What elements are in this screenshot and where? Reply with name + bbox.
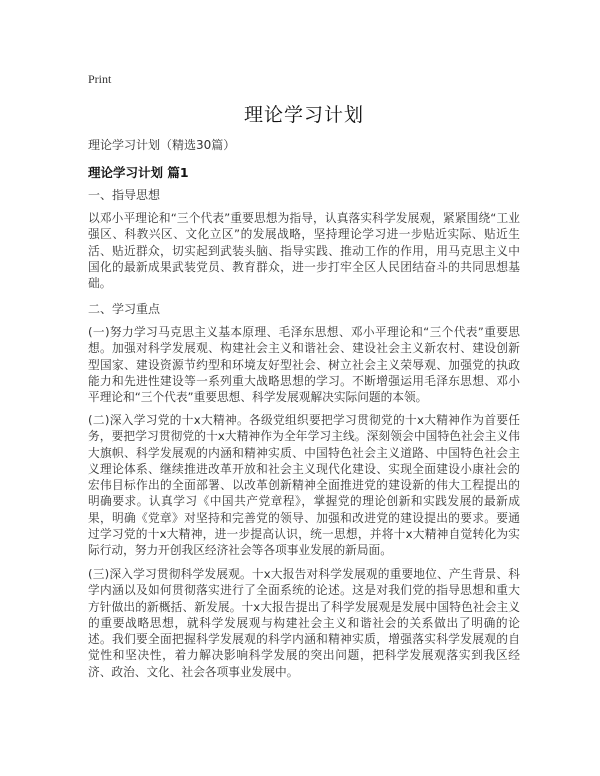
document-subtitle: 理论学习计划（精选30篇） <box>88 138 236 152</box>
heading-study-focus: 二、学习重点 <box>88 302 161 316</box>
document-title: 理论学习计划 <box>243 104 364 126</box>
paragraph-focus-1: (一)努力学习马克思主义基本原理、毛泽东思想、邓小平理论和“三个代表”重要思想。加强对科学发展观、构建社会主义和谐社会、建设社会主义新农村、建设创新型国家、建设资源节约型和环境友好型社会、树立社会主义荣辱观、加强党的执政能力和先进性建设等一系列重大战略思想的学习。不断增强运用毛泽东思想、邓小平理论和“三个代表”重要思想、科学发展观解决实际问题的本领。 <box>88 325 520 405</box>
print-label: Print <box>88 72 112 86</box>
paragraph-focus-2: (二)深入学习党的十x大精神。各级党组织要把学习贯彻党的十x大精神作为首要任务，要把学习贯彻党的十x大精神作为全年学习主线。深刻领会中国特色社会主义伟大旗帜、科学发展观的内涵和精神实质、中国特色社会主义道路、中国特色社会主义理论体系、继续推进改革开放和社会主义现代化建设、实现全面建设小康社会的宏伟目标作出的全面部署、以改革创新精神全面推进党的建设新的伟大工程提出的明确要求。认真学习《中国共产党章程》，掌握党的理论创新和实践发展的最新成果，明确《党章》对坚持和完善党的领导、加强和改进党的建设提出的要求。要通过学习党的十x大精神，进一步提高认识，统一思想，并将十x大精神自觉转化为实际行动，努力开创我区经济社会等各项事业发展的新局面。 <box>88 413 520 558</box>
heading-guiding-ideology: 一、指导思想 <box>88 188 161 202</box>
section-title: 理论学习计划 篇1 <box>88 165 189 180</box>
paragraph-guiding-ideology: 以邓小平理论和“三个代表”重要思想为指导，认真落实科学发展观，紧紧围绕“工业强区、科教兴区、文化立区”的发展战略，坚持理论学习进一步贴近实际、贴近生活、贴近群众，切实起到武装头脑、指导实践、推动工作的作用，用马克思主义中国化的最新成果武装党员、教育群众，进一步打牢全区人民团结奋斗的共同思想基础。 <box>88 211 520 291</box>
paragraph-focus-3: (三)深入学习贯彻科学发展观。十x大报告对科学发展观的重要地位、产生背景、科学内涵以及如何贯彻落实进行了全面系统的论述。这是对我们党的指导思想和重大方针做出的新概括、新发展。十x大报告提出了科学发展观是发展中国特色社会主义的重要战略思想，就科学发展观与构建社会主义和谐社会的关系做出了明确的论述。我们要全面把握科学发展观的科学内涵和精神实质，增强落实科学发展观的自觉性和坚决性，着力解决影响科学发展的突出问题，把科学发展观落实到我区经济、政治、文化、社会各项事业发展中。 <box>88 567 520 679</box>
